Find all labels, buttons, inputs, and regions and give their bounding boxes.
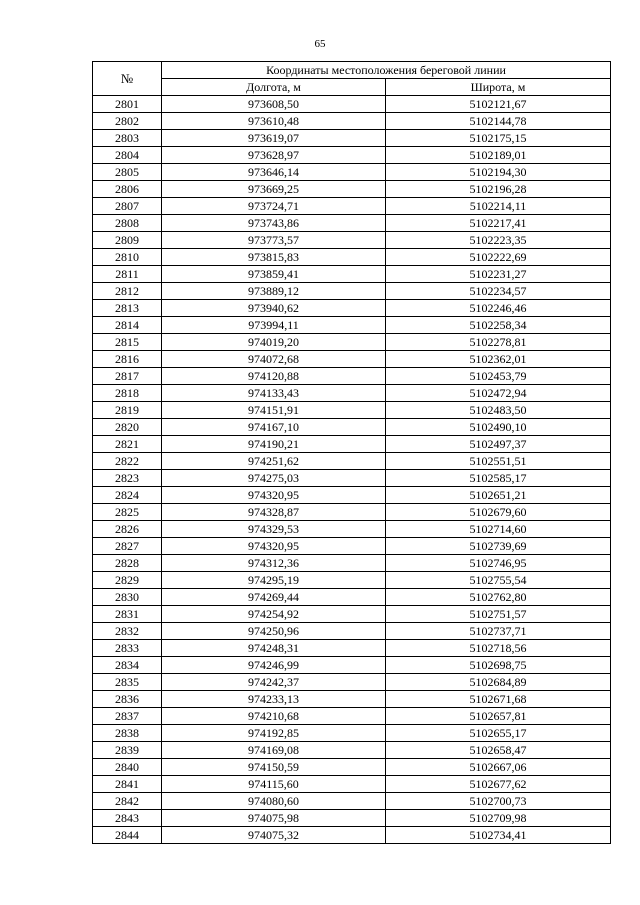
point-number-cell: 2824 (93, 487, 162, 504)
latitude-cell: 5102684,89 (386, 674, 611, 691)
number-column-header: № (93, 62, 162, 96)
point-number-cell: 2842 (93, 793, 162, 810)
latitude-cell: 5102194,30 (386, 164, 611, 181)
longitude-cell: 974151,91 (162, 402, 386, 419)
longitude-cell: 974329,53 (162, 521, 386, 538)
table-row (93, 317, 611, 334)
table-row (93, 198, 611, 215)
table-row (93, 130, 611, 147)
point-number-cell: 2830 (93, 589, 162, 606)
point-number-cell: 2817 (93, 368, 162, 385)
point-number-cell: 2815 (93, 334, 162, 351)
latitude-cell: 5102246,46 (386, 300, 611, 317)
latitude-cell: 5102214,11 (386, 198, 611, 215)
table-row (93, 300, 611, 317)
latitude-cell: 5102746,95 (386, 555, 611, 572)
table-row (93, 674, 611, 691)
table-row (93, 249, 611, 266)
longitude-cell: 974328,87 (162, 504, 386, 521)
table-row (93, 385, 611, 402)
point-number-cell: 2816 (93, 351, 162, 368)
table-row (93, 283, 611, 300)
point-number-cell: 2838 (93, 725, 162, 742)
latitude-cell: 5102762,80 (386, 589, 611, 606)
point-number-cell: 2810 (93, 249, 162, 266)
latitude-cell: 5102497,37 (386, 436, 611, 453)
point-number-cell: 2823 (93, 470, 162, 487)
longitude-cell: 974295,19 (162, 572, 386, 589)
longitude-cell: 974169,08 (162, 742, 386, 759)
longitude-cell: 974190,21 (162, 436, 386, 453)
point-number-cell: 2829 (93, 572, 162, 589)
point-number-cell: 2836 (93, 691, 162, 708)
latitude-cell: 5102734,41 (386, 827, 611, 844)
table-row (93, 232, 611, 249)
latitude-cell: 5102671,68 (386, 691, 611, 708)
longitude-cell: 974248,31 (162, 640, 386, 657)
longitude-cell: 973743,86 (162, 215, 386, 232)
table-row (93, 147, 611, 164)
latitude-cell: 5102278,81 (386, 334, 611, 351)
point-number-cell: 2832 (93, 623, 162, 640)
latitude-cell: 5102551,51 (386, 453, 611, 470)
latitude-cell: 5102677,62 (386, 776, 611, 793)
table-header (93, 62, 611, 96)
table-row (93, 96, 611, 113)
latitude-cell: 5102709,98 (386, 810, 611, 827)
table-row (93, 368, 611, 385)
longitude-cell: 973669,25 (162, 181, 386, 198)
table-row (93, 113, 611, 130)
latitude-cell: 5102175,15 (386, 130, 611, 147)
table-row (93, 266, 611, 283)
point-number-cell: 2841 (93, 776, 162, 793)
table-row (93, 215, 611, 232)
point-number-cell: 2807 (93, 198, 162, 215)
latitude-cell: 5102585,17 (386, 470, 611, 487)
table-row (93, 589, 611, 606)
latitude-cell: 5102222,69 (386, 249, 611, 266)
latitude-cell: 5102698,75 (386, 657, 611, 674)
latitude-cell: 5102655,17 (386, 725, 611, 742)
point-number-cell: 2805 (93, 164, 162, 181)
table-row (93, 793, 611, 810)
table-row (93, 657, 611, 674)
longitude-cell: 974312,36 (162, 555, 386, 572)
table-row (93, 402, 611, 419)
point-number-cell: 2819 (93, 402, 162, 419)
table-row (93, 351, 611, 368)
longitude-cell: 974250,96 (162, 623, 386, 640)
table-row (93, 453, 611, 470)
coordinates-table (92, 61, 611, 844)
latitude-cell: 5102700,73 (386, 793, 611, 810)
longitude-cell: 974320,95 (162, 487, 386, 504)
point-number-cell: 2818 (93, 385, 162, 402)
point-number-cell: 2811 (93, 266, 162, 283)
table-row (93, 538, 611, 555)
latitude-cell: 5102258,34 (386, 317, 611, 334)
point-number-cell: 2822 (93, 453, 162, 470)
longitude-cell: 974254,92 (162, 606, 386, 623)
point-number-cell: 2806 (93, 181, 162, 198)
longitude-cell: 974167,10 (162, 419, 386, 436)
point-number-cell: 2840 (93, 759, 162, 776)
table-row (93, 708, 611, 725)
point-number-cell: 2835 (93, 674, 162, 691)
longitude-cell: 974251,62 (162, 453, 386, 470)
point-number-cell: 2831 (93, 606, 162, 623)
point-number-cell: 2837 (93, 708, 162, 725)
point-number-cell: 2833 (93, 640, 162, 657)
latitude-cell: 5102718,56 (386, 640, 611, 657)
longitude-cell: 974320,95 (162, 538, 386, 555)
longitude-cell: 974115,60 (162, 776, 386, 793)
longitude-cell: 974275,03 (162, 470, 386, 487)
point-number-cell: 2809 (93, 232, 162, 249)
longitude-cell: 973994,11 (162, 317, 386, 334)
longitude-cell: 974133,43 (162, 385, 386, 402)
longitude-cell: 974210,68 (162, 708, 386, 725)
longitude-cell: 973724,71 (162, 198, 386, 215)
point-number-cell: 2827 (93, 538, 162, 555)
longitude-cell: 974019,20 (162, 334, 386, 351)
point-number-cell: 2802 (93, 113, 162, 130)
point-number-cell: 2801 (93, 96, 162, 113)
longitude-cell: 974192,85 (162, 725, 386, 742)
latitude-cell: 5102472,94 (386, 385, 611, 402)
table-row (93, 776, 611, 793)
latitude-cell: 5102651,21 (386, 487, 611, 504)
point-number-cell: 2804 (93, 147, 162, 164)
latitude-cell: 5102739,69 (386, 538, 611, 555)
longitude-cell: 973610,48 (162, 113, 386, 130)
longitude-cell: 974120,88 (162, 368, 386, 385)
point-number-cell: 2843 (93, 810, 162, 827)
point-number-cell: 2803 (93, 130, 162, 147)
page-number: 65 (314, 38, 326, 50)
longitude-cell: 974072,68 (162, 351, 386, 368)
point-number-cell: 2808 (93, 215, 162, 232)
point-number-cell: 2826 (93, 521, 162, 538)
longitude-cell: 973889,12 (162, 283, 386, 300)
point-number-cell: 2812 (93, 283, 162, 300)
table-row (93, 487, 611, 504)
table-row (93, 419, 611, 436)
longitude-cell: 974075,32 (162, 827, 386, 844)
latitude-cell: 5102121,67 (386, 96, 611, 113)
longitude-cell: 974080,60 (162, 793, 386, 810)
table-body (93, 96, 611, 844)
latitude-cell: 5102189,01 (386, 147, 611, 164)
point-number-cell: 2813 (93, 300, 162, 317)
table-row (93, 572, 611, 589)
point-number-cell: 2828 (93, 555, 162, 572)
table-row (93, 725, 611, 742)
latitude-cell: 5102234,57 (386, 283, 611, 300)
latitude-cell: 5102751,57 (386, 606, 611, 623)
table-row (93, 623, 611, 640)
point-number-cell: 2844 (93, 827, 162, 844)
longitude-cell: 974246,99 (162, 657, 386, 674)
point-number-cell: 2820 (93, 419, 162, 436)
latitude-cell: 5102755,54 (386, 572, 611, 589)
longitude-cell: 974233,13 (162, 691, 386, 708)
point-number-cell: 2825 (93, 504, 162, 521)
table-row (93, 691, 611, 708)
latitude-cell: 5102737,71 (386, 623, 611, 640)
latitude-cell: 5102658,47 (386, 742, 611, 759)
longitude-cell: 973773,57 (162, 232, 386, 249)
longitude-cell: 973619,07 (162, 130, 386, 147)
longitude-cell: 973940,62 (162, 300, 386, 317)
table-row (93, 606, 611, 623)
table-row (93, 521, 611, 538)
point-number-cell: 2839 (93, 742, 162, 759)
table-row (93, 504, 611, 521)
latitude-cell: 5102679,60 (386, 504, 611, 521)
table-row (93, 759, 611, 776)
latitude-cell: 5102196,28 (386, 181, 611, 198)
longitude-cell: 973608,50 (162, 96, 386, 113)
latitude-cell: 5102453,79 (386, 368, 611, 385)
latitude-cell: 5102483,50 (386, 402, 611, 419)
table-row (93, 470, 611, 487)
table-row (93, 181, 611, 198)
latitude-cell: 5102490,10 (386, 419, 611, 436)
longitude-cell: 973815,83 (162, 249, 386, 266)
longitude-cell: 974075,98 (162, 810, 386, 827)
longitude-cell: 974242,37 (162, 674, 386, 691)
latitude-cell: 5102657,81 (386, 708, 611, 725)
point-number-cell: 2834 (93, 657, 162, 674)
coordinates-group-header: Координаты местоположения береговой линии (162, 62, 611, 79)
table-row (93, 334, 611, 351)
longitude-cell: 974269,44 (162, 589, 386, 606)
latitude-column-header: Широта, м (386, 79, 611, 96)
table-row (93, 742, 611, 759)
table-row (93, 827, 611, 844)
latitude-cell: 5102144,78 (386, 113, 611, 130)
point-number-cell: 2821 (93, 436, 162, 453)
longitude-cell: 973628,97 (162, 147, 386, 164)
latitude-cell: 5102667,06 (386, 759, 611, 776)
table-row (93, 810, 611, 827)
latitude-cell: 5102217,41 (386, 215, 611, 232)
latitude-cell: 5102223,35 (386, 232, 611, 249)
longitude-cell: 973859,41 (162, 266, 386, 283)
longitude-cell: 974150,59 (162, 759, 386, 776)
latitude-cell: 5102231,27 (386, 266, 611, 283)
longitude-cell: 973646,14 (162, 164, 386, 181)
latitude-cell: 5102714,60 (386, 521, 611, 538)
table-row (93, 555, 611, 572)
latitude-cell: 5102362,01 (386, 351, 611, 368)
table-row (93, 436, 611, 453)
table-row (93, 164, 611, 181)
point-number-cell: 2814 (93, 317, 162, 334)
table-row (93, 640, 611, 657)
longitude-column-header: Долгота, м (162, 79, 386, 96)
